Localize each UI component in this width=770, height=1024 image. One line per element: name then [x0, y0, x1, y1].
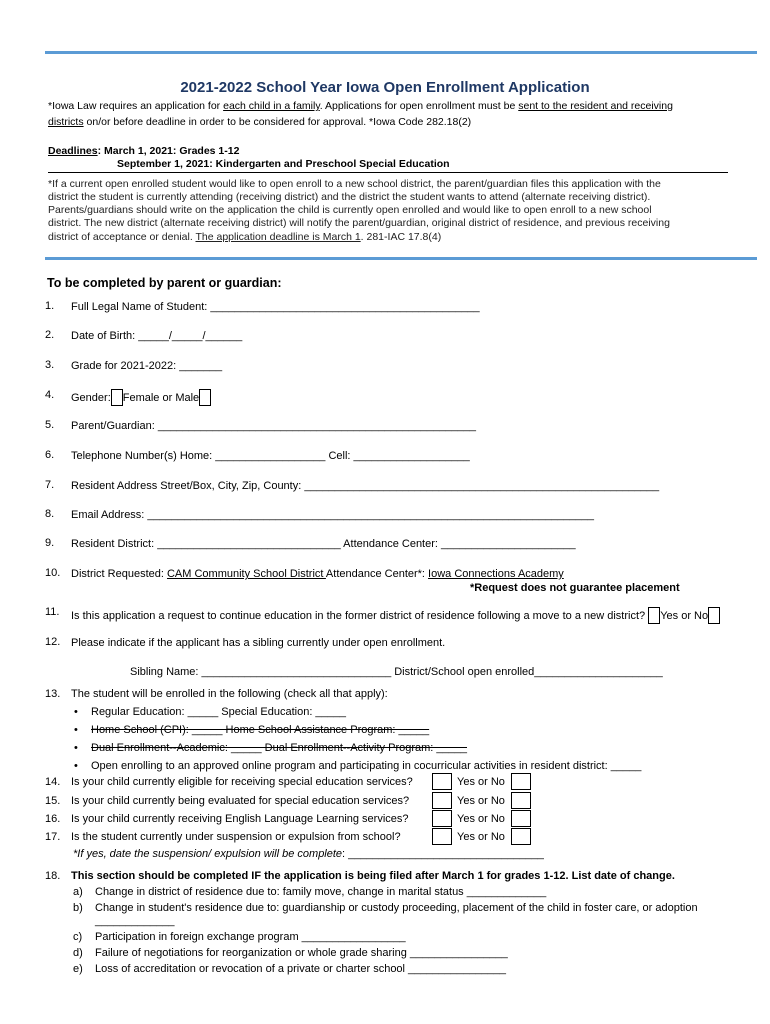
female-checkbox[interactable]	[111, 389, 123, 406]
q18-c-field[interactable]: Participation in foreign exchange program _________________	[95, 931, 406, 943]
q17-text: Is the student currently under suspension or expulsion from school?	[71, 831, 401, 843]
q2-date-of-birth-field[interactable]: Date of Birth: _____/_____/______	[71, 330, 243, 342]
q18-b-label: b)	[73, 902, 83, 914]
suspension-note: *If yes, date the suspension/ expulsion will be complete	[73, 848, 343, 860]
q4-number: 4.	[45, 389, 55, 401]
note-line-5: district of acceptance or denial. The application deadline is March 1. 281-IAC 17.8(4)	[48, 231, 442, 243]
q17-no-checkbox[interactable]	[511, 828, 531, 845]
q11-yes-no-label: Yes or No	[660, 610, 709, 622]
bullet: •	[74, 706, 78, 718]
q10-number: 10.	[45, 567, 61, 579]
bullet: •	[74, 760, 78, 772]
q18-c-label: c)	[73, 931, 83, 943]
district-requested-value[interactable]: CAM Community School District	[166, 568, 326, 580]
q1-number: 1.	[45, 300, 55, 312]
q3-number: 3.	[45, 359, 55, 371]
q18-a-field[interactable]: Change in district of residence due to: family move, change in marital status _____________	[95, 886, 547, 898]
q18-b-field[interactable]: Change in student's residence due to: guardianship or custody proceeding, placement of the child in foster care, or adoption	[95, 902, 698, 914]
deadlines-line-2: September 1, 2021: Kindergarten and Preschool Special Education	[117, 158, 450, 170]
placement-note: *Request does not guarantee placement	[470, 582, 680, 594]
note-line-1: *If a current open enrolled student would like to open enroll to a new school district, the parent/guardian files this application with the	[48, 178, 661, 190]
q2-number: 2.	[45, 329, 55, 341]
note-line-4: district. The new district (alternate receiving district) will notify the parent/guardian, original district of residence, and previous receiving	[48, 217, 670, 229]
gender-label: Gender:	[71, 392, 111, 404]
q16-yes-no-label: Yes or No	[457, 813, 505, 825]
q16-text: Is your child currently receiving English Language Learning services?	[71, 813, 409, 825]
q18-text: This section should be completed IF the application is being filed after March 1 for grades 1-12. List date of change.	[71, 870, 675, 882]
top-rule	[45, 51, 757, 54]
q10-label: District Requested:	[71, 568, 167, 580]
q15-yes-checkbox[interactable]	[432, 792, 452, 809]
q18-e-field[interactable]: Loss of accreditation or revocation of a private or charter school ________________	[95, 963, 506, 975]
q15-yes-no-label: Yes or No	[457, 795, 505, 807]
q14-no-checkbox[interactable]	[511, 773, 531, 790]
deadlines-divider	[48, 172, 728, 173]
q3-grade-field[interactable]: Grade for 2021-2022: _______	[71, 360, 223, 372]
intro-line-2: districts on/or before deadline in order to be considered for approval. *Iowa Code 282.18(2)	[48, 116, 472, 128]
q16-no-checkbox[interactable]	[511, 810, 531, 827]
section-heading: To be completed by parent or guardian:	[47, 276, 282, 290]
q18-e-label: e)	[73, 963, 83, 975]
q16-number: 16.	[45, 813, 61, 825]
q16-yes-checkbox[interactable]	[432, 810, 452, 827]
deadlines-line-1: Deadlines: March 1, 2021: Grades 1-12	[48, 145, 240, 157]
q9-resident-district-field[interactable]: Resident District: ______________________________ Attendance Center: ______________________	[71, 538, 576, 550]
q15-text: Is your child currently being evaluated for special education services?	[71, 795, 410, 807]
q17-number: 17.	[45, 831, 61, 843]
q17-yes-no-label: Yes or No	[457, 831, 505, 843]
q18-a-label: a)	[73, 886, 83, 898]
q11-yes-checkbox[interactable]	[648, 607, 660, 624]
q7-number: 7.	[45, 479, 55, 491]
online-program-option[interactable]: Open enrolling to an approved online program and participating in cocurricular activities in resident district: _____	[91, 760, 642, 772]
intro-line-1: *Iowa Law requires an application for each child in a family. Applications for open enrollment must be sent to the resident and receiving	[48, 100, 673, 112]
q12-number: 12.	[45, 636, 61, 648]
q11-text: Is this application a request to continue education in the former district of residence following a move to a new district?	[71, 610, 646, 622]
q17-yes-checkbox[interactable]	[432, 828, 452, 845]
q14-text: Is your child currently eligible for receiving special education services?	[71, 776, 413, 788]
note-line-2: district the student is currently attending (receiving district) and the district the student wants to attend (alternate receiving district).	[48, 191, 651, 203]
q15-no-checkbox[interactable]	[511, 792, 531, 809]
q12-text: Please indicate if the applicant has a sibling currently under open enrollment.	[71, 637, 446, 649]
note-line-3: Parents/guardians should write on the application the child is currently open enrolled and would like to open enroll to a new school	[48, 204, 652, 216]
q14-yes-no-label: Yes or No	[457, 776, 505, 788]
q13-text: The student will be enrolled in the following (check all that apply):	[71, 688, 388, 700]
q9-number: 9.	[45, 537, 55, 549]
attendance-center-label: Attendance Center*:	[325, 568, 429, 580]
q11-number: 11.	[45, 606, 60, 618]
page-title: 2021-2022 School Year Iowa Open Enrollment Application	[180, 79, 590, 96]
bullet: •	[74, 742, 78, 754]
q10-district-requested	[71, 568, 564, 580]
q14-yes-checkbox[interactable]	[432, 773, 452, 790]
suspension-date-field[interactable]	[73, 848, 544, 860]
q4-gender	[71, 389, 211, 406]
q8-number: 8.	[45, 508, 55, 520]
q8-email-field[interactable]: Email Address: _________________________________________________________________________	[71, 509, 595, 521]
q15-number: 15.	[45, 795, 61, 807]
q18-b-blank[interactable]: _____________	[95, 915, 175, 927]
home-school-options[interactable]: Home School (CPI): _____ Home School Assistance Program: _____	[91, 724, 430, 736]
q5-parent-guardian-field[interactable]: Parent/Guardian: ____________________________________________________	[71, 420, 476, 432]
q18-d-label: d)	[73, 947, 83, 959]
q11-question	[71, 607, 720, 624]
q5-number: 5.	[45, 419, 55, 431]
q6-number: 6.	[45, 449, 55, 461]
bullet: •	[74, 724, 78, 736]
q1-full-name-field[interactable]: Full Legal Name of Student: ____________________________________________	[71, 301, 480, 313]
q13-number: 13.	[45, 688, 61, 700]
male-checkbox[interactable]	[199, 389, 211, 406]
q18-d-field[interactable]: Failure of negotiations for reorganization or whole grade sharing ________________	[95, 947, 508, 959]
regular-special-education[interactable]: Regular Education: _____ Special Education: _____	[91, 706, 347, 718]
q18-number: 18.	[45, 870, 61, 882]
dual-enrollment-options[interactable]: Dual Enrollment--Academic: _____ Dual Enrollment--Activity Program: _____	[91, 742, 467, 754]
suspension-blank: : ________________________________	[342, 848, 544, 860]
q14-number: 14.	[45, 776, 61, 788]
q7-address-field[interactable]: Resident Address Street/Box, City, Zip, County: __________________________________________________________	[71, 480, 660, 492]
q11-no-checkbox[interactable]	[708, 607, 720, 624]
mid-rule	[45, 257, 757, 260]
gender-options-label: Female or Male	[122, 392, 200, 404]
attendance-center-value[interactable]: Iowa Connections Academy	[428, 568, 564, 580]
q6-telephone-field[interactable]: Telephone Number(s) Home: __________________ Cell: ___________________	[71, 450, 470, 462]
sibling-field[interactable]: Sibling Name: _______________________________ District/School open enrolled_____________________	[130, 666, 663, 678]
